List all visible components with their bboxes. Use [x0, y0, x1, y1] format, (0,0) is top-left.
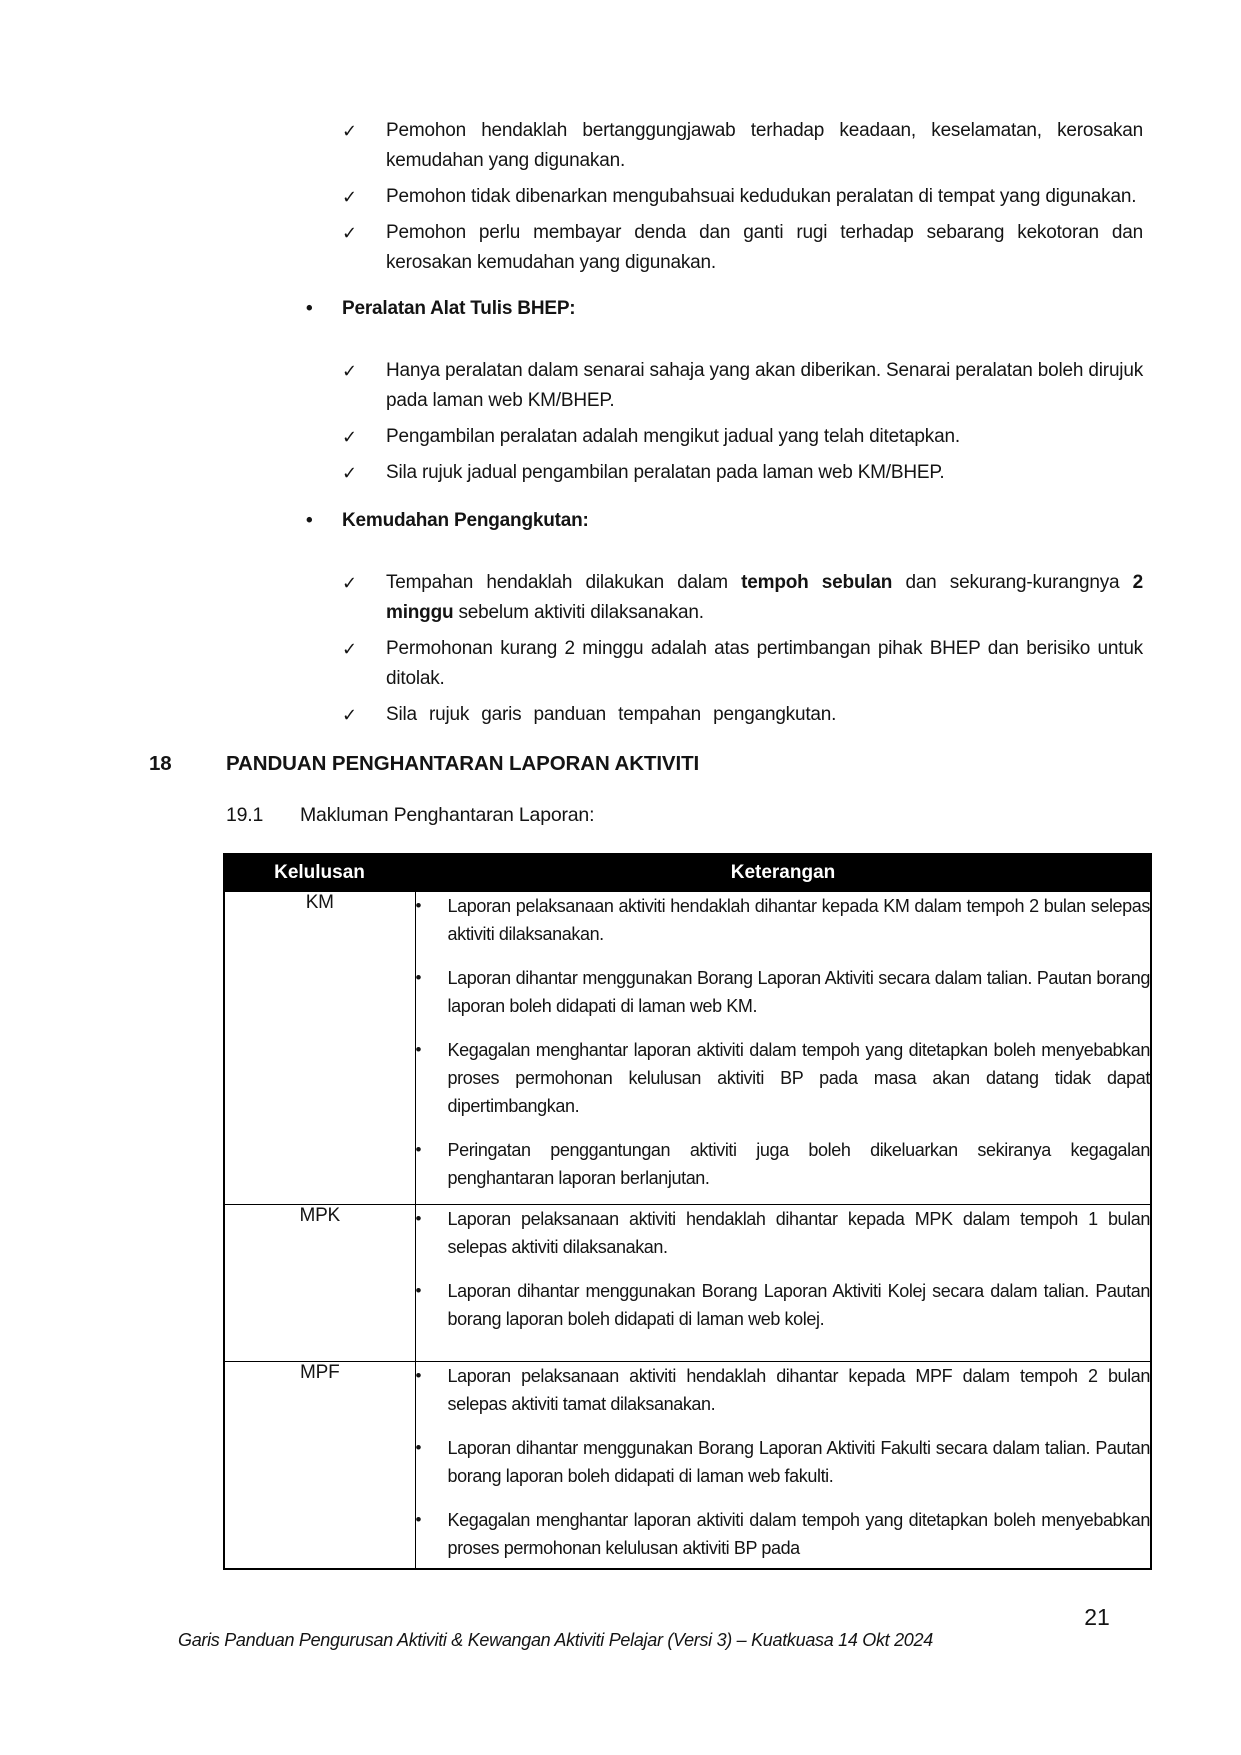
detail-bullet	[416, 1136, 1151, 1192]
text-segment: sebelum aktiviti dilaksanakan.	[453, 602, 704, 623]
section-title-row	[306, 294, 1241, 324]
check-icon: ✓	[342, 573, 357, 593]
subheading-19-1	[226, 800, 1241, 830]
text-segment: Tempahan hendaklah dilakukan dalam	[386, 572, 742, 593]
section-peralatan-alat-tulis	[0, 294, 1241, 488]
detail-text: Peringatan penggantungan aktiviti juga boleh dikeluarkan sekiranya kegagalan penghantaran laporan berlanjutan.	[447, 1140, 1150, 1188]
detail-text: Laporan pelaksanaan aktiviti hendaklah dihantar kepada MPK dalam tempoh 1 bulan selepas aktiviti dilaksanakan.	[447, 1208, 1150, 1257]
checklist-item-text: Pemohon hendaklah bertanggungjawab terhadap keadaan, keselamatan, kerosakan kemudahan yang digunakan.	[386, 120, 1143, 171]
section-kemudahan-pengangkutan	[0, 506, 1241, 730]
detail-bullet	[416, 1362, 1151, 1418]
bullet-icon: •	[415, 1509, 422, 1529]
detail-text: Laporan dihantar menggunakan Borang Laporan Aktiviti secara dalam talian. Pautan borang laporan boleh didapati di laman web KM.	[447, 968, 1150, 1016]
bullet-icon: •	[415, 1280, 422, 1300]
page-number: 21	[1084, 1604, 1110, 1630]
checklist-item-text: Pengambilan peralatan adalah mengikut jadual yang telah ditetapkan.	[386, 426, 960, 447]
detail-bullet	[416, 1036, 1151, 1120]
table-row	[224, 891, 1151, 1204]
checklist-item	[342, 356, 1143, 416]
bullet-icon: •	[415, 1437, 422, 1457]
check-icon: ✓	[342, 361, 357, 381]
checklist-item	[342, 458, 1143, 488]
text-segment-bold: tempoh sebulan	[741, 572, 893, 593]
approval-label: MPK	[224, 1204, 415, 1361]
heading-title: PANDUAN PENGHANTARAN LAPORAN AKTIVITI	[226, 752, 700, 775]
keterangan-cell	[415, 1361, 1151, 1569]
subheading-title: Makluman Penghantaran Laporan:	[300, 804, 595, 826]
checklist-item	[342, 182, 1143, 212]
detail-text: Laporan dihantar menggunakan Borang Laporan Aktiviti Kolej secara dalam talian. Pautan borang laporan boleh didapati di laman web kolej.	[447, 1280, 1150, 1329]
section-title: Peralatan Alat Tulis BHEP:	[342, 298, 576, 319]
subheading-number: 19.1	[226, 804, 264, 826]
bullet-icon: •	[415, 1365, 422, 1385]
heading-18	[149, 749, 1241, 779]
check-icon: ✓	[342, 639, 357, 659]
detail-bullet	[416, 1205, 1151, 1261]
check-icon: ✓	[342, 427, 357, 447]
table-header-kelulusan: Kelulusan	[224, 854, 415, 891]
detail-text: Laporan dihantar menggunakan Borang Laporan Aktiviti Fakulti secara dalam talian. Pautan borang laporan boleh didapati di laman web fakulti.	[447, 1437, 1150, 1486]
keterangan-cell	[415, 1204, 1151, 1361]
check-icon: ✓	[342, 705, 357, 725]
report-table	[223, 853, 1152, 1570]
bullet-icon: •	[415, 896, 422, 915]
checklist-item-text: Permohonan kurang 2 minggu adalah atas pertimbangan pihak BHEP dan berisiko untuk ditolak.	[386, 638, 1143, 689]
detail-bullet	[416, 964, 1151, 1020]
bullet-icon: •	[306, 510, 313, 531]
detail-text: Kegagalan menghantar laporan aktiviti dalam tempoh yang ditetapkan boleh menyebabkan proses permohonan kelulusan aktiviti BP pada masa akan datang tidak dapat dipertimbangkan.	[447, 1040, 1150, 1116]
bullet-icon: •	[306, 298, 313, 319]
checklist-item	[342, 422, 1143, 452]
checklist-item	[342, 634, 1143, 694]
approval-label: KM	[224, 891, 415, 1204]
table-row	[224, 1204, 1151, 1361]
table-header-keterangan: Keterangan	[415, 854, 1151, 891]
checklist-item-text: Sila rujuk garis panduan tempahan pengangkutan.	[386, 704, 837, 725]
text-segment-bold: 2 minggu	[386, 572, 1143, 623]
checklist-item-text: Sila rujuk jadual pengambilan peralatan pada laman web KM/BHEP.	[386, 462, 945, 483]
intro-checklist	[0, 0, 1241, 278]
detail-bullet	[416, 1277, 1151, 1333]
bullet-icon: •	[415, 968, 422, 987]
section-checklist	[0, 568, 1241, 730]
text-segment: dan sekurang-kurangnya	[892, 572, 1133, 593]
table-header-row	[224, 854, 1151, 891]
section-title: Kemudahan Pengangkutan:	[342, 510, 589, 531]
checklist-item	[342, 568, 1143, 628]
checklist-item	[342, 116, 1143, 176]
checklist-item-text: Pemohon perlu membayar denda dan ganti rugi terhadap sebarang kekotoran dan kerosakan kemudahan yang digunakan.	[386, 222, 1143, 273]
section-title-row	[306, 506, 1241, 536]
approval-label: MPF	[224, 1361, 415, 1569]
table-row	[224, 1361, 1151, 1569]
checklist-item-text: Pemohon tidak dibenarkan mengubahsuai kedudukan peralatan di tempat yang digunakan.	[386, 186, 1137, 207]
check-icon: ✓	[342, 223, 357, 243]
check-icon: ✓	[342, 121, 357, 141]
detail-bullet	[416, 1506, 1151, 1562]
detail-text: Laporan pelaksanaan aktiviti hendaklah dihantar kepada KM dalam tempoh 2 bulan selepas aktiviti dilaksanakan.	[447, 896, 1150, 944]
keterangan-cell	[415, 891, 1151, 1204]
checklist-item-text: Hanya peralatan dalam senarai sahaja yang akan diberikan. Senarai peralatan boleh dirujuk pada laman web KM/BHEP.	[386, 360, 1143, 411]
detail-bullet	[416, 892, 1151, 948]
section-checklist	[0, 356, 1241, 488]
checklist-item-text	[386, 568, 1143, 628]
check-icon: ✓	[342, 187, 357, 207]
detail-bullet	[416, 1434, 1151, 1490]
heading-number: 18	[149, 752, 172, 775]
bullet-icon: •	[415, 1140, 422, 1159]
checklist-item	[342, 218, 1143, 278]
check-icon: ✓	[342, 463, 357, 483]
checklist-item	[342, 700, 1143, 730]
detail-text: Laporan pelaksanaan aktiviti hendaklah dihantar kepada MPF dalam tempoh 2 bulan selepas aktiviti tamat dilaksanakan.	[447, 1365, 1150, 1414]
bullet-icon: •	[415, 1040, 422, 1059]
bullet-icon: •	[415, 1208, 422, 1228]
footer-note: Garis Panduan Pengurusan Aktiviti & Kewangan Aktiviti Pelajar (Versi 3) – Kuatkuasa 14 Okt 2024	[178, 1630, 933, 1650]
detail-text: Kegagalan menghantar laporan aktiviti dalam tempoh yang ditetapkan boleh menyebabkan proses permohonan kelulusan aktiviti BP pada	[447, 1509, 1150, 1558]
